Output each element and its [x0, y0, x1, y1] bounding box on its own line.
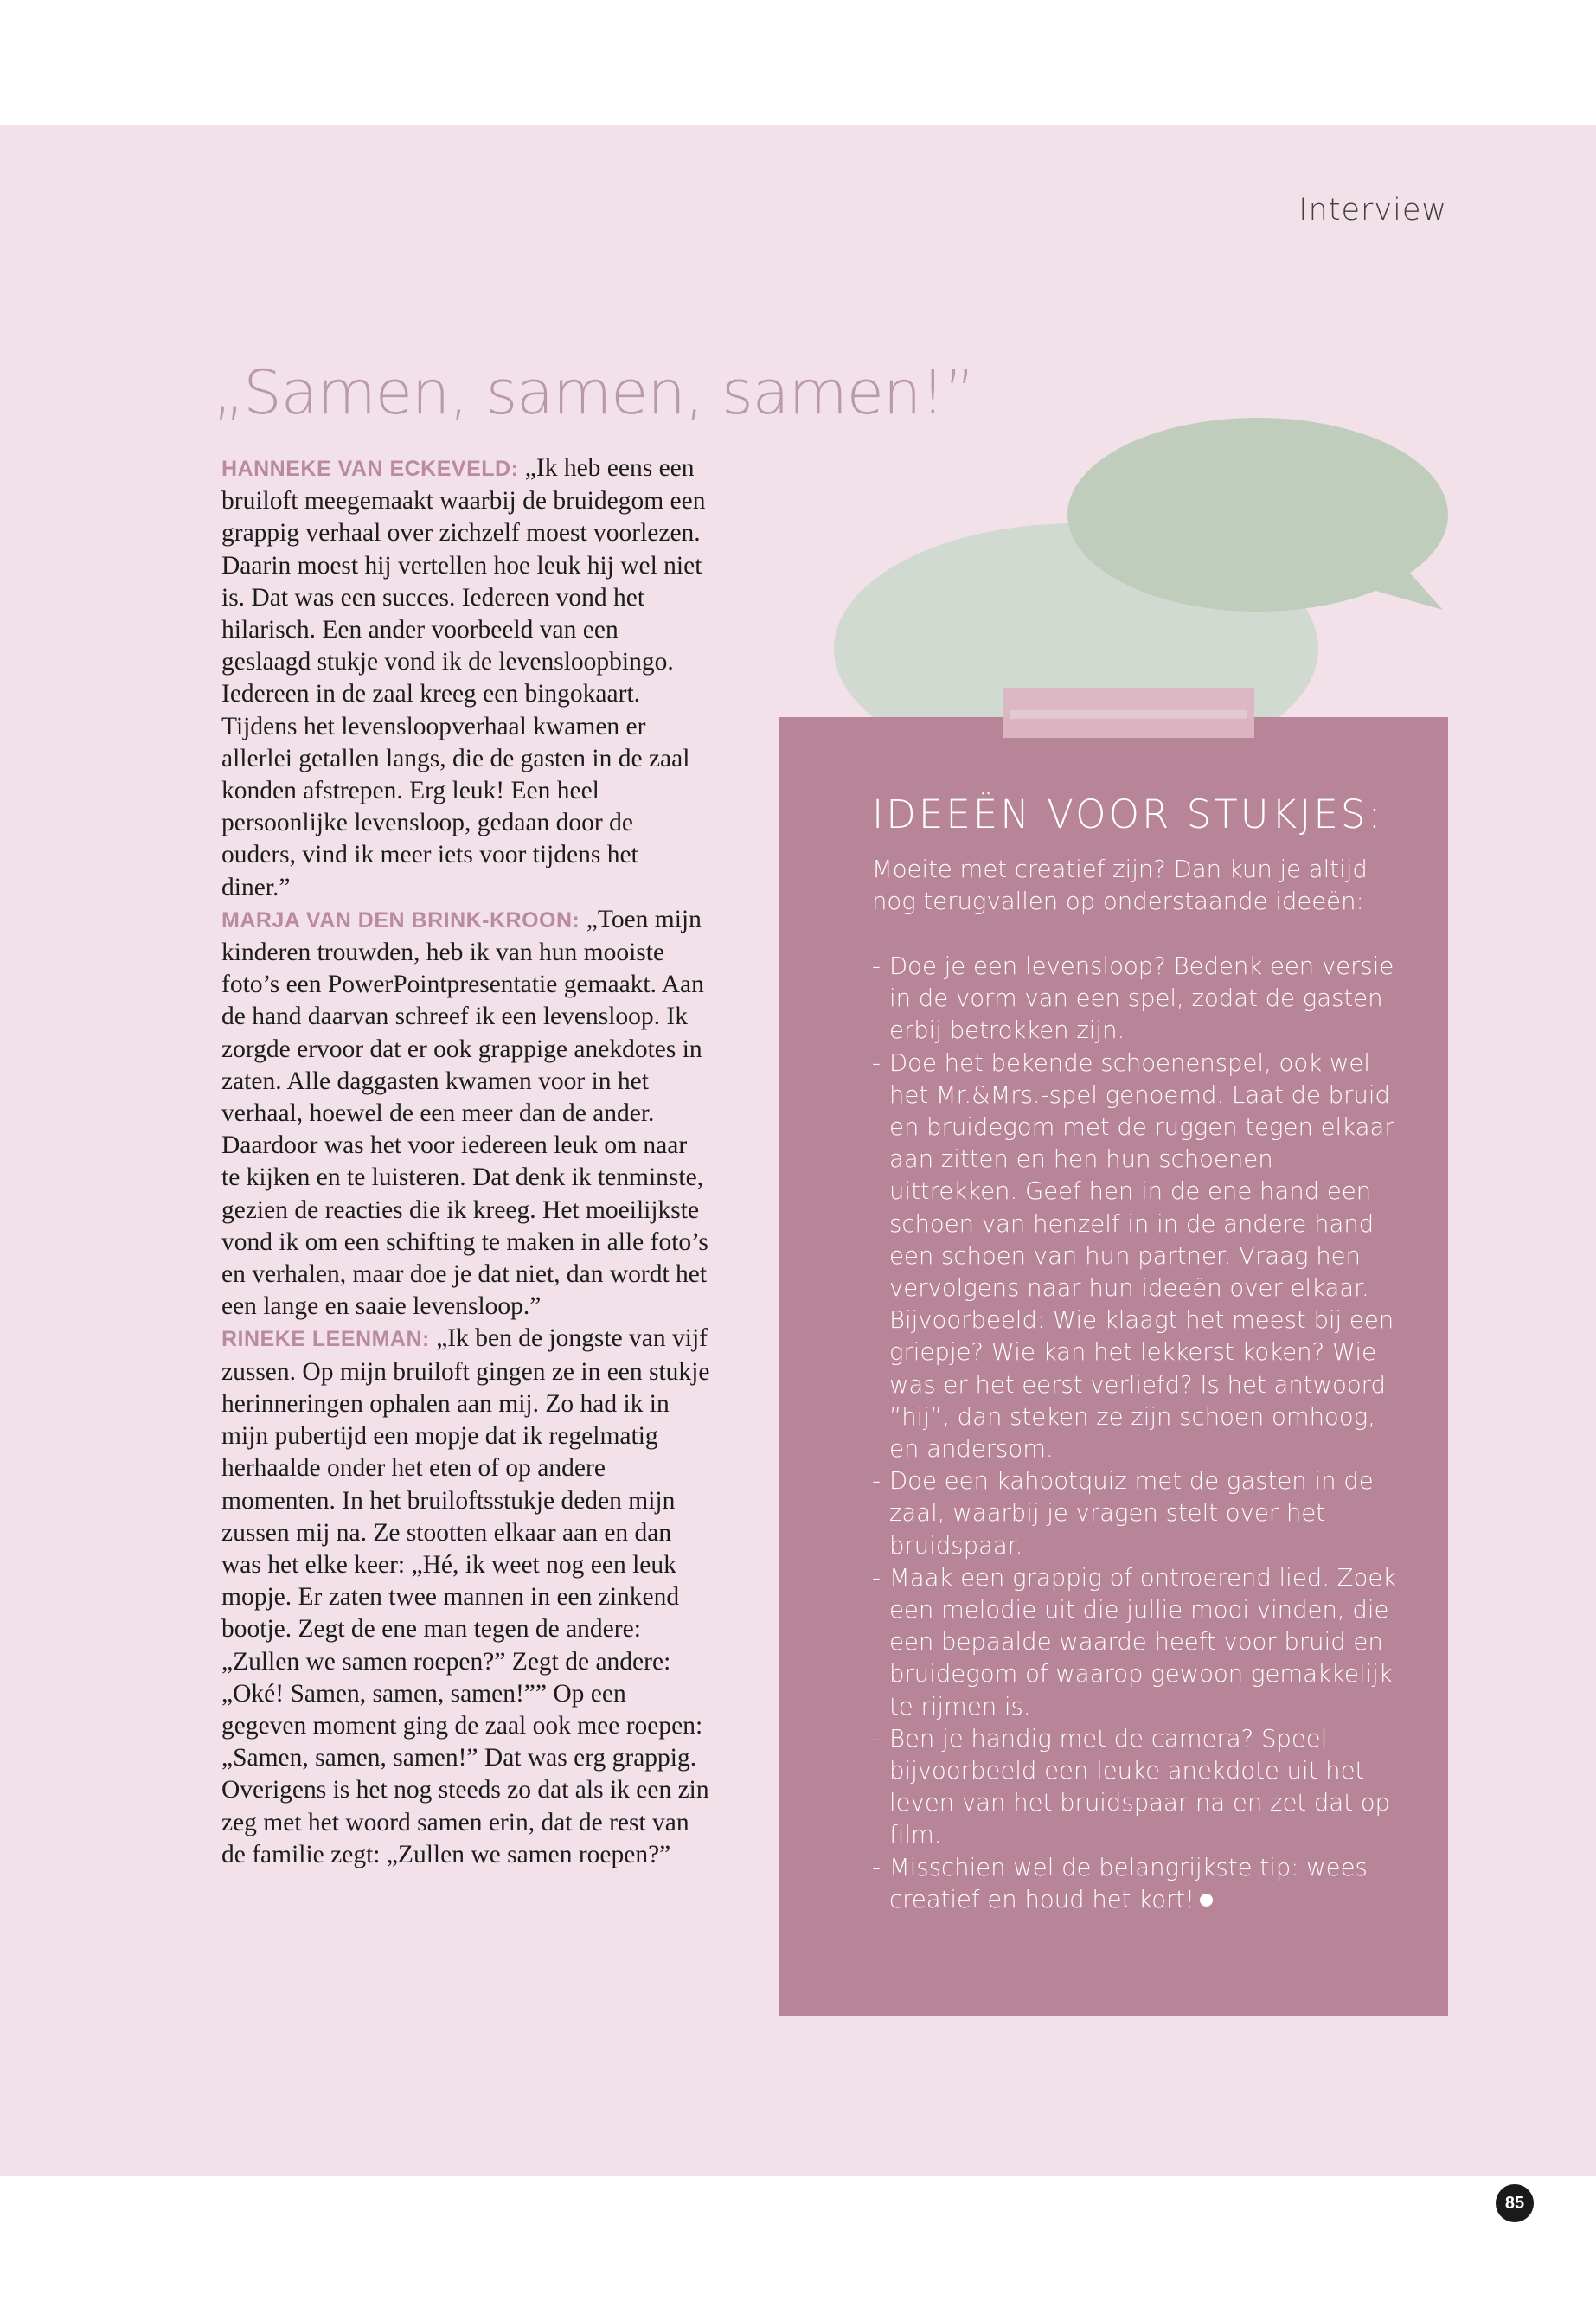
tip-item: - Doe je een levensloop? Bedenk een versie in de vorm van een spel, zodat de gasten erbij betrokken zijn.: [872, 951, 1408, 1048]
section-label: Interview: [1298, 193, 1447, 228]
article-headline: „Samen, samen, samen!”: [213, 357, 975, 428]
tip-item: - Misschien wel de belangrijkste tip: wees creatief en houd het kort!: [872, 1852, 1408, 1916]
end-dot-icon: [1200, 1894, 1213, 1907]
speaker-name: RINEKE LEENMAN:: [221, 1327, 430, 1352]
quote-paragraph: [221, 1323, 710, 1870]
tip-item: - Doe het bekende schoenenspel, ook wel het Mr.&Mrs.-spel genoemd. Laat de bruid en bruidegom met de ruggen tegen elkaar aan zitten en hen hun schoenen uittrekken. Geef hen in de ene hand een schoen van henzelf in in de andere hand een schoen van hun partner. Vraag hen vervolgens naar hun ideeën over elkaar. Bijvoorbeeld: Wie klaagt het meest bij een griepje? Wie kan het lekkerst koken? Wie was er het eerst verliefd? Is het antwoord ”hij”, dan steken ze zijn schoen omhoog, en andersom.: [872, 1048, 1408, 1466]
tip-item: - Ben je handig met de camera? Speel bijvoorbeeld een leuke anekdote uit het leven van het bruidspaar na en zet dat op film.: [872, 1723, 1408, 1852]
speaker-name: HANNEKE VAN ECKEVELD:: [221, 457, 519, 481]
speaker-name: MARJA VAN DEN BRINK-KROON:: [221, 907, 580, 933]
tips-list: [872, 951, 1408, 1916]
tips-box: [779, 717, 1448, 2016]
tape-strip: [1003, 688, 1254, 738]
page-number: 85: [1496, 2184, 1534, 2222]
magazine-page: [0, 125, 1596, 2213]
quote-paragraph: [221, 904, 710, 1324]
quote-text: „Ik heb eens een bruiloft meegemaakt waarbij de bruidegom een grappig verhaal over zichzelf moest voorlezen. Daarin moest hij vertellen hoe leuk hij wel niet is. Dat was een succes. Iedereen vond het hilarisch. Een ander voorbeeld van een geslaagd stukje vond ik de levensloopbingo. Iedereen in de zaal kreeg een bingokaart. Tijdens het levensloopverhaal kwamen er allerlei getallen langs, die de gasten in de zaal konden afstrepen. Erg leuk! Een heel persoonlijke levensloop, gedaan door de ouders, vind ik meer iets voor tijdens het diner.”: [221, 454, 706, 901]
quote-paragraph: [221, 452, 710, 904]
article-body: [221, 452, 710, 1871]
quote-text: „Toen mijn kinderen trouwden, heb ik van hun mooiste foto’s een PowerPointpresentatie gemaakt. Aan de hand daarvan schreef ik een levensloop. Ik zorgde ervoor dat er ook grappige anekdotes in zaten. Alle daggasten kwamen voor in het verhaal, hoewel de een meer dan de ander. Daardoor was het voor iedereen leuk om naar te kijken en te luisteren. Dat denk ik tenminste, gezien de reacties die ik kreeg. Het moeilijkste vond ik om een schifting te maken in alle foto’s en verhalen, maar doe je dat niet, dan wordt het een lange en saaie levensloop.”: [221, 905, 708, 1321]
tips-intro: Moeite met creatief zijn? Dan kun je altijd nog terugvallen op onderstaande ideeën:: [872, 856, 1368, 916]
quote-text: „Ik ben de jongste van vijf zussen. Op mijn bruiloft gingen ze in een stukje herinneringen ophalen aan mij. Zo had ik in mijn pubertijd een mopje dat ik regelmatig herhaalde onder het eten of op andere momenten. In het bruiloftsstukje deden mijn zussen mij na. Ze stootten elkaar aan en dan was het elke keer: „Hé, ik weet nog een leuk mopje. Er zaten twee mannen in een zinkend bootje. Zegt de ene man tegen de andere: „Zullen we samen roepen?” Zegt de andere: „Oké! Samen, samen, samen!”” Op een gegeven moment ging de zaal ook mee roepen: „Samen, samen, samen!” Dat was erg grappig. Overigens is het nog steeds zo dat als ik een zin zeg met het woord samen erin, dat de rest van de familie zegt: „Zullen we samen roepen?”: [221, 1324, 710, 1868]
tips-title: IDEEËN VOOR STUKJES:: [872, 792, 1384, 837]
tip-item: - Maak een grappig of ontroerend lied. Zoek een melodie uit die jullie mooi vinden, die een bepaalde waarde heeft voor bruid en bruidegom of waarop gewoon gemakkelijk te rijmen is.: [872, 1562, 1408, 1723]
tip-item: - Doe een kahootquiz met de gasten in de zaal, waarbij je vragen stelt over het bruidspaar.: [872, 1465, 1408, 1562]
